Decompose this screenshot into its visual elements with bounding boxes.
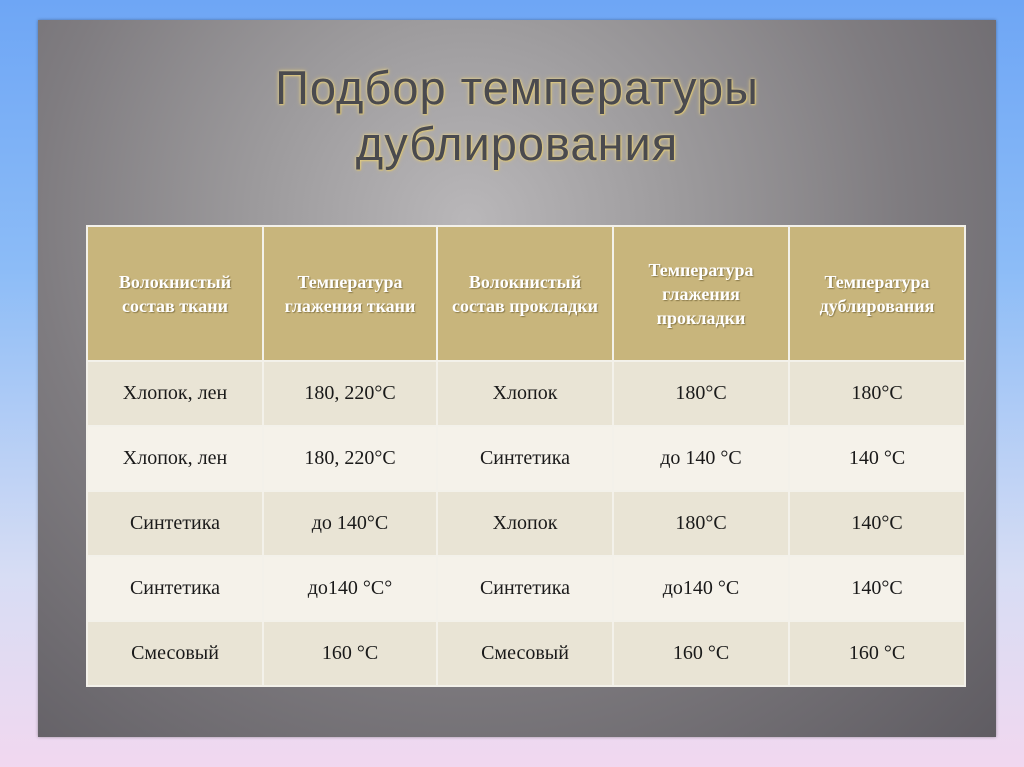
table-cell: 180°C	[789, 361, 965, 426]
table-row	[87, 491, 965, 556]
temperature-table	[86, 225, 966, 687]
table-cell: Синтетика	[437, 556, 613, 621]
table-cell: Синтетика	[87, 556, 263, 621]
table-row	[87, 426, 965, 491]
title-line-1: Подбор температуры	[275, 61, 759, 114]
table-row	[87, 556, 965, 621]
table-cell: Хлопок	[437, 361, 613, 426]
header-fabric-ironing-temp: Температура глажения ткани	[263, 226, 437, 361]
table-cell: 180, 220°C	[263, 426, 437, 491]
title-line-2: дублирования	[355, 117, 679, 170]
header-duplication-temp: Температура дублирования	[789, 226, 965, 361]
table-cell: до140 °C	[613, 556, 789, 621]
table-cell: 180, 220°C	[263, 361, 437, 426]
header-interlining-composition: Волокнистый состав прокладки	[437, 226, 613, 361]
table-cell: до 140°C	[263, 491, 437, 556]
slide	[38, 20, 996, 737]
table-header-row	[87, 226, 965, 361]
table-cell: Смесовый	[437, 621, 613, 686]
table-cell: 140°C	[789, 491, 965, 556]
header-fabric-composition: Волокнистый состав ткани	[87, 226, 263, 361]
table-cell: 160 °C	[789, 621, 965, 686]
table-cell: до 140 °C	[613, 426, 789, 491]
table-cell: до140 °C°	[263, 556, 437, 621]
table-cell: 140°C	[789, 556, 965, 621]
table-cell: Смесовый	[87, 621, 263, 686]
table-cell: Синтетика	[437, 426, 613, 491]
table-row	[87, 621, 965, 686]
table-cell: 180°C	[613, 491, 789, 556]
table-cell: Хлопок, лен	[87, 426, 263, 491]
table-cell: 160 °C	[613, 621, 789, 686]
table-cell: 140 °C	[789, 426, 965, 491]
header-interlining-ironing-temp: Температура глажения прокладки	[613, 226, 789, 361]
table-cell: Хлопок	[437, 491, 613, 556]
table-cell: 160 °C	[263, 621, 437, 686]
table-cell: 180°C	[613, 361, 789, 426]
table-row	[87, 361, 965, 426]
table-cell: Хлопок, лен	[87, 361, 263, 426]
table-cell: Синтетика	[87, 491, 263, 556]
slide-title	[38, 60, 996, 172]
